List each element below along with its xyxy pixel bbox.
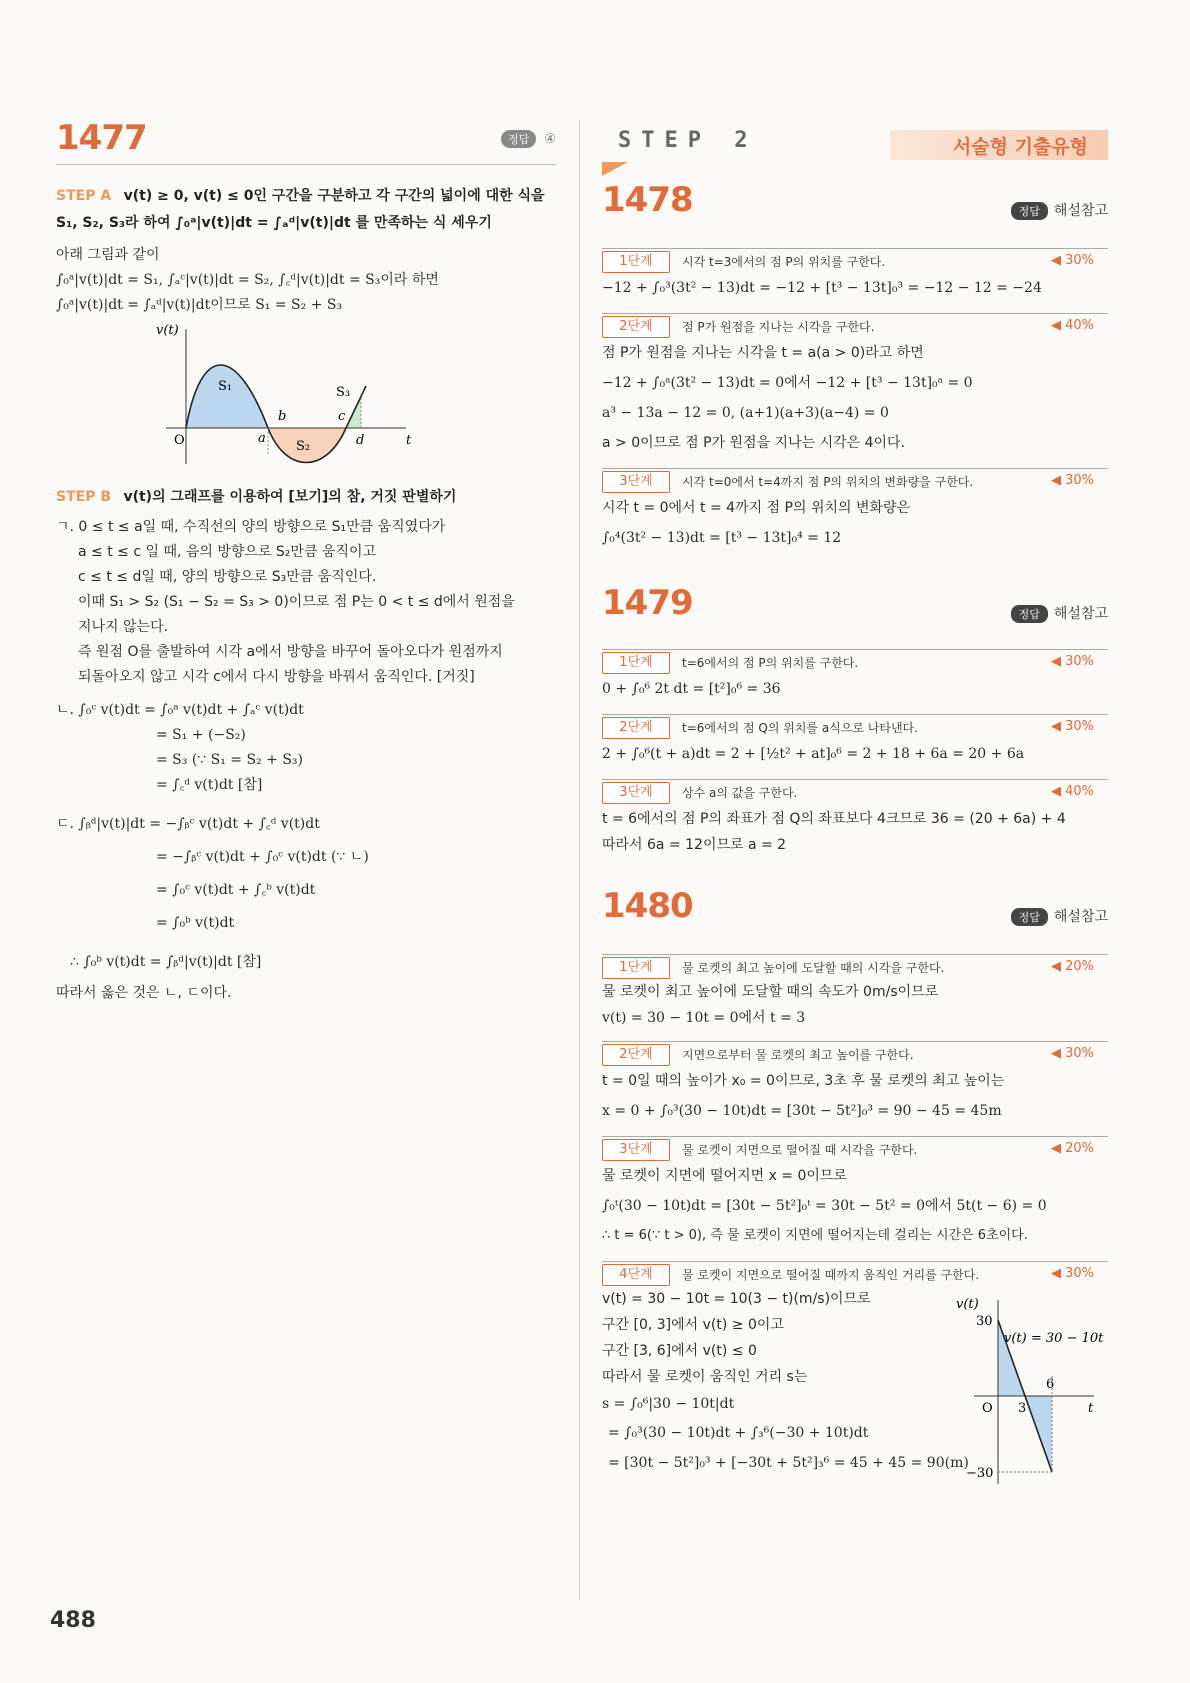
y-bottom-label: −30 bbox=[966, 1466, 994, 1481]
text-line: 되돌아오지 않고 시각 c에서 다시 방향을 바꿔서 움직인다. [거짓] bbox=[78, 669, 475, 685]
graph-origin: O bbox=[174, 433, 185, 448]
stage-desc: 물 로켓이 지면으로 떨어질 때 시각을 구한다. bbox=[682, 1143, 918, 1157]
rocket-velocity-graph bbox=[954, 1292, 1104, 1492]
stage-box: 2단계 bbox=[602, 1044, 670, 1066]
text-line: 즉 원점 O를 출발하여 시각 a에서 방향을 바꾸어 돌아오다가 원점까지 bbox=[78, 644, 503, 660]
problem-1479-header bbox=[602, 583, 1108, 627]
step-b bbox=[56, 484, 556, 511]
final-stage-block bbox=[602, 1286, 1108, 1516]
stage bbox=[602, 468, 1108, 493]
stage-pct: ◀ 30% bbox=[1050, 1046, 1094, 1061]
answer-value: 해설참고 bbox=[1053, 203, 1108, 219]
text-line: ∫₀ᵃ|v(t)|dt = S₁, ∫ₐᶜ|v(t)|dt = S₂, ∫꜀ᵈ|v(t)|dt = S₃이라 하면 bbox=[56, 272, 439, 288]
label-d: d bbox=[356, 433, 365, 448]
text-line: ㄷ. ∫ᵦᵈ|v(t)|dt = −∫ᵦᶜ v(t)dt + ∫꜀ᵈ v(t)dt bbox=[56, 816, 320, 832]
problem-number: 1478 bbox=[602, 180, 693, 220]
problem-1478-header bbox=[602, 180, 1108, 224]
stage-pct: ◀ 30% bbox=[1050, 719, 1094, 734]
text-line: ∴ ∫₀ᵇ v(t)dt = ∫ᵦᵈ|v(t)|dt [참] bbox=[70, 954, 262, 970]
left-column bbox=[56, 118, 556, 1006]
answer bbox=[1011, 603, 1108, 623]
math-line: = [30t − 5t²]₀³ + [−30t + 5t²]₃⁶ = 45 + 45 = 90(m) bbox=[608, 1455, 969, 1471]
stage-pct: ◀ 30% bbox=[1050, 473, 1094, 488]
text-line: c ≤ t ≤ d일 때, 양의 방향으로 S₃만큼 움직인다. bbox=[78, 569, 377, 585]
stage bbox=[602, 1261, 1108, 1286]
stage bbox=[602, 313, 1108, 338]
graph-ylabel: v(t) bbox=[156, 324, 179, 338]
stage-box: 3단계 bbox=[602, 1139, 670, 1161]
math-line: 구간 [0, 3]에서 v(t) ≥ 0이고 bbox=[602, 1317, 784, 1333]
label-s1: S₁ bbox=[218, 379, 233, 394]
math-line: −12 + ∫₀ᵃ(3t² − 13)dt = 0에서 −12 + [t³ − 13t]₀ᵃ = 0 bbox=[602, 375, 973, 391]
math-line: 2 + ∫₀⁶(t + a)dt = 2 + [½t² + at]₀⁶ = 2 + 18 + 6a = 20 + 6a bbox=[602, 746, 1025, 762]
graph-xlabel: t bbox=[406, 433, 412, 448]
stage-desc: 시각 t=0에서 t=4까지 점 P의 위치의 변화량을 구한다. bbox=[682, 475, 974, 489]
stage-desc: t=6에서의 점 P의 위치를 구한다. bbox=[682, 656, 859, 670]
answer-pill: 정답 bbox=[501, 130, 536, 148]
step-b-title: v(t)의 그래프를 이용하여 [보기]의 참, 거짓 판별하기 bbox=[123, 489, 457, 505]
stage-pct: ◀ 30% bbox=[1050, 1266, 1094, 1281]
text-line: = S₃ (∵ S₁ = S₂ + S₃) bbox=[156, 752, 303, 768]
text-line: ㄱ. 0 ≤ t ≤ a일 때, 수직선의 양의 방향으로 S₁만큼 움직였다가 bbox=[56, 519, 446, 535]
label-c: c bbox=[338, 409, 346, 424]
math-line: 0 + ∫₀⁶ 2t dt = [t²]₀⁶ = 36 bbox=[602, 681, 781, 697]
math-line: 물 로켓이 최고 높이에 도달할 때의 속도가 0m/s이므로 bbox=[602, 984, 939, 1000]
math-line: 따라서 물 로켓이 움직인 거리 s는 bbox=[602, 1369, 808, 1385]
step2-title: 서술형 기출유형 bbox=[952, 136, 1088, 158]
page-number: 488 bbox=[50, 1608, 96, 1633]
stage bbox=[602, 649, 1108, 674]
step2-triangle bbox=[602, 162, 628, 176]
stage-pct: ◀ 40% bbox=[1050, 784, 1094, 799]
problem-number: 1479 bbox=[602, 583, 693, 623]
math-line: = ∫₀³(30 − 10t)dt + ∫₃⁶(−30 + 10t)dt bbox=[608, 1425, 869, 1441]
stage-box: 3단계 bbox=[602, 782, 670, 804]
stage-box: 2단계 bbox=[602, 316, 670, 338]
label-b: b bbox=[278, 409, 287, 424]
stage-pct: ◀ 40% bbox=[1050, 318, 1094, 333]
answer bbox=[1011, 906, 1108, 926]
stage-desc: 지면으로부터 물 로켓의 최고 높이를 구한다. bbox=[682, 1048, 914, 1062]
stage bbox=[602, 954, 1108, 979]
stage bbox=[602, 1136, 1108, 1161]
math-line: ∫₀⁴(3t² − 13)dt = [t³ − 13t]₀⁴ = 12 bbox=[602, 530, 842, 546]
answer-pill: 정답 bbox=[1011, 908, 1048, 926]
step-a bbox=[56, 183, 556, 237]
math-line: a³ − 13a − 12 = 0, (a+1)(a+3)(a−4) = 0 bbox=[602, 405, 889, 421]
region-s1 bbox=[186, 365, 268, 428]
step-b-label: STEP B bbox=[56, 489, 112, 505]
label-s3: S₃ bbox=[336, 385, 351, 400]
text-line: ∫₀ᵃ|v(t)|dt = ∫ₐᵈ|v(t)|dt이므로 S₁ = S₂ + S₃ bbox=[56, 297, 343, 313]
text-line: 이때 S₁ > S₂ (S₁ − S₂ = S₃ > 0)이므로 점 P는 0 < t ≤ d에서 원점을 bbox=[78, 594, 515, 610]
problem-number: 1477 bbox=[56, 118, 147, 158]
math-line: a > 0이므로 점 P가 원점을 지나는 시각은 4이다. bbox=[602, 435, 906, 451]
stage-desc: 물 로켓의 최고 높이에 도달할 때의 시각을 구한다. bbox=[682, 961, 945, 975]
text-line: 따라서 옳은 것은 ㄴ, ㄷ이다. bbox=[56, 985, 232, 1001]
math-line: t = 0일 때의 높이가 x₀ = 0이므로, 3초 후 물 로켓의 최고 높이는 bbox=[602, 1073, 1005, 1089]
stage-desc: 물 로켓이 지면으로 떨어질 때까지 움직인 거리를 구한다. bbox=[682, 1268, 980, 1282]
function-label: v(t) = 30 − 10t bbox=[1004, 1331, 1104, 1346]
stage-pct: ◀ 20% bbox=[1050, 1141, 1094, 1156]
text-line: = ∫₀ᵇ v(t)dt bbox=[156, 915, 235, 931]
text-line: = ∫꜀ᵈ v(t)dt [참] bbox=[156, 777, 263, 793]
stage bbox=[602, 779, 1108, 804]
math-line: t = 6에서의 점 P의 좌표가 점 Q의 좌표보다 4크므로 36 = (20 + 6a) + 4 bbox=[602, 811, 1066, 827]
answer-value: 해설참고 bbox=[1053, 606, 1108, 622]
step-a-body bbox=[56, 243, 556, 318]
text-line: = S₁ + (−S₂) bbox=[156, 727, 246, 743]
stage bbox=[602, 1041, 1108, 1066]
stage-box: 1단계 bbox=[602, 251, 670, 273]
text-line: a ≤ t ≤ c 일 때, 음의 방향으로 S₂만큼 움직이고 bbox=[78, 544, 377, 560]
step2-label: STEP 2 bbox=[618, 128, 758, 153]
math-line: x = 0 + ∫₀³(30 − 10t)dt = [30t − 5t²]₀³ = 90 − 45 = 45m bbox=[602, 1103, 1002, 1119]
math-line: v(t) = 30 − 10t = 0에서 t = 3 bbox=[602, 1010, 806, 1026]
graph-xlabel: t bbox=[1088, 1401, 1094, 1416]
stage-pct: ◀ 20% bbox=[1050, 959, 1094, 974]
math-line: 시각 t = 0에서 t = 4까지 점 P의 위치의 변화량은 bbox=[602, 500, 911, 516]
stage-box: 3단계 bbox=[602, 471, 670, 493]
math-line: 점 P가 원점을 지나는 시각을 t = a(a > 0)라고 하면 bbox=[602, 345, 924, 361]
stage-box: 1단계 bbox=[602, 652, 670, 674]
text-line: = −∫ᵦᶜ v(t)dt + ∫₀ᶜ v(t)dt (∵ ㄴ) bbox=[156, 849, 369, 865]
stage-box: 1단계 bbox=[602, 957, 670, 979]
step2-header bbox=[602, 118, 1108, 164]
step-a-label: STEP A bbox=[56, 188, 112, 204]
answer-pill: 정답 bbox=[1011, 202, 1048, 220]
label-s2: S₂ bbox=[296, 439, 311, 454]
math-line: −12 + ∫₀³(3t² − 13)dt = −12 + [t³ − 13t]₀³ = −12 − 12 = −24 bbox=[602, 280, 1042, 296]
answer-pill: 정답 bbox=[1011, 605, 1048, 623]
step-b-body bbox=[56, 515, 556, 1006]
final-stage-text bbox=[602, 1286, 969, 1478]
answer-value: ④ bbox=[544, 132, 556, 147]
text-line: 지나지 않는다. bbox=[78, 619, 169, 635]
stage-desc: t=6에서의 점 Q의 위치를 a식으로 나타낸다. bbox=[682, 721, 918, 735]
y-top-label: 30 bbox=[976, 1314, 993, 1329]
step-a-title: v(t) ≥ 0, v(t) ≤ 0인 구간을 구분하고 각 구간의 넓이에 대한 식을 S₁, S₂, S₃라 하여 ∫₀ᵃ|v(t)|dt = ∫ₐᵈ|v(t)|dt 를 만족하는 식 세우기 bbox=[56, 188, 545, 231]
stage-desc: 상수 a의 값을 구한다. bbox=[682, 786, 798, 800]
text-line: ㄴ. ∫₀ᶜ v(t)dt = ∫₀ᵃ v(t)dt + ∫ₐᶜ v(t)dt bbox=[56, 702, 304, 718]
problem-number: 1480 bbox=[602, 886, 693, 926]
text-line: = ∫₀ᶜ v(t)dt + ∫꜀ᵇ v(t)dt bbox=[156, 882, 316, 898]
math-line: ∫₀ᵗ(30 − 10t)dt = [30t − 5t²]₀ᵗ = 30t − 5t² = 0에서 5t(t − 6) = 0 bbox=[602, 1198, 1047, 1214]
stage bbox=[602, 248, 1108, 273]
math-line: v(t) = 30 − 10t = 10(3 − t)(m/s)이므로 bbox=[602, 1291, 871, 1307]
x3-label: 3 bbox=[1018, 1401, 1027, 1416]
math-line: 물 로켓이 지면에 떨어지면 x = 0이므로 bbox=[602, 1168, 847, 1184]
x6-label: 6 bbox=[1046, 1377, 1055, 1392]
stage-box: 2단계 bbox=[602, 717, 670, 739]
stage-box: 4단계 bbox=[602, 1264, 670, 1286]
right-column bbox=[602, 118, 1108, 1516]
column-divider bbox=[579, 120, 580, 1600]
velocity-graph bbox=[156, 324, 456, 474]
label-a: a bbox=[258, 431, 266, 446]
math-line: 따라서 6a = 12이므로 a = 2 bbox=[602, 837, 787, 853]
answer-value: 해설참고 bbox=[1053, 909, 1108, 925]
stage-pct: ◀ 30% bbox=[1050, 654, 1094, 669]
stage bbox=[602, 714, 1108, 739]
problem-1480-header bbox=[602, 886, 1108, 930]
header-rule bbox=[56, 164, 556, 165]
answer-tag bbox=[501, 130, 556, 148]
text-line: 아래 그림과 같이 bbox=[56, 247, 160, 263]
math-line: 구간 [3, 6]에서 v(t) ≤ 0 bbox=[602, 1343, 757, 1359]
stage-desc: 점 P가 원점을 지나는 시각을 구한다. bbox=[682, 320, 875, 334]
stage-pct: ◀ 30% bbox=[1050, 253, 1094, 268]
math-line: ∴ t = 6(∵ t > 0), 즉 물 로켓이 지면에 떨어지는데 걸리는 시간은 6초이다. bbox=[602, 1228, 1028, 1243]
graph-ylabel: v(t) bbox=[956, 1297, 979, 1312]
math-line: s = ∫₀⁶|30 − 10t|dt bbox=[602, 1396, 735, 1412]
answer bbox=[1011, 200, 1108, 220]
stage-desc: 시각 t=3에서의 점 P의 위치를 구한다. bbox=[682, 255, 886, 269]
graph-origin: O bbox=[982, 1401, 993, 1416]
